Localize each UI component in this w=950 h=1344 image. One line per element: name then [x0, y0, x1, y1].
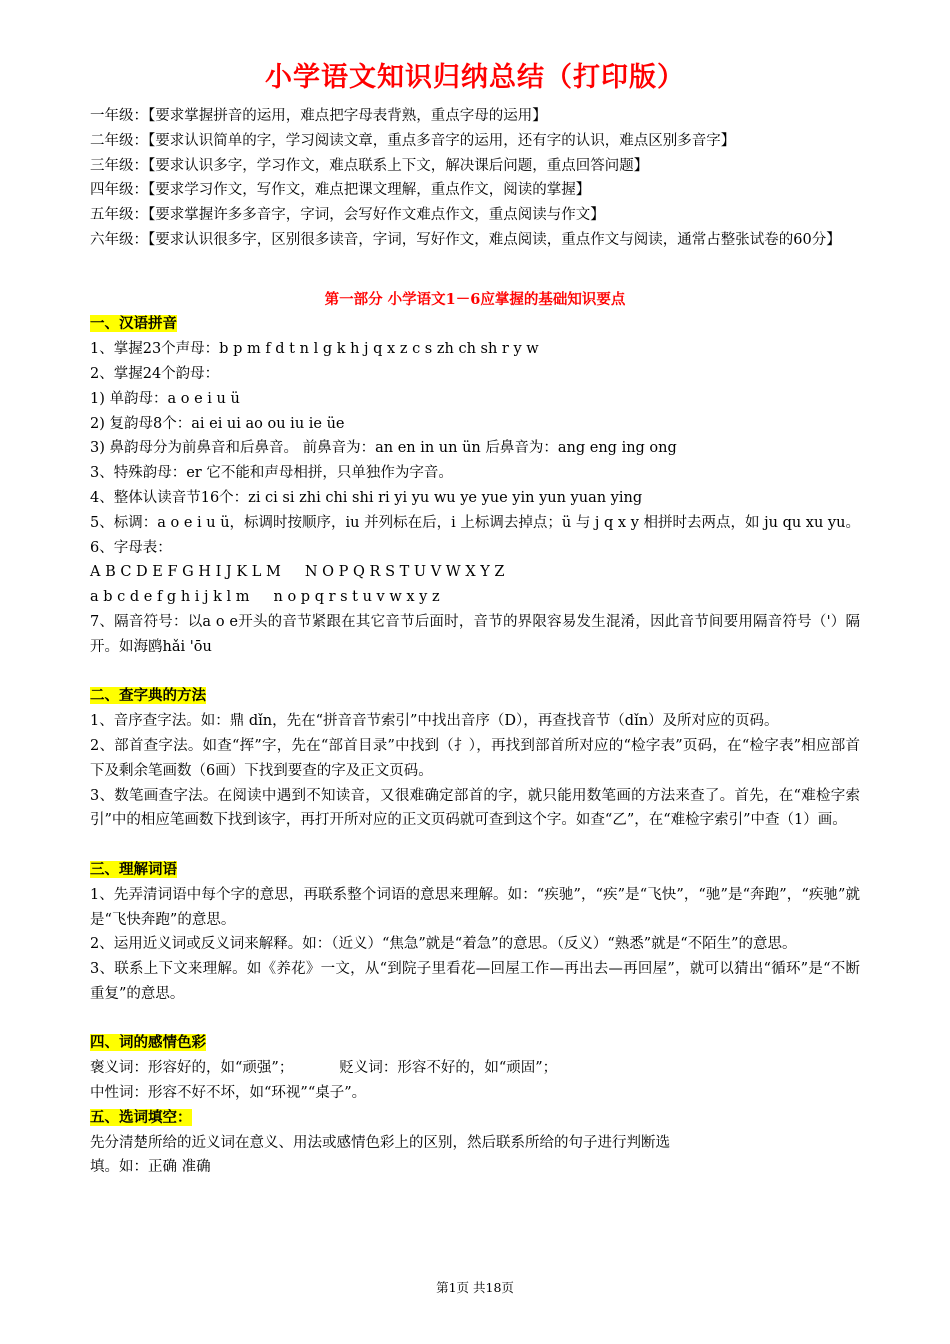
- section-line: 1、音序查字法。如：鼎 dǐn，先在“拼音音节索引”中找出音序（D），再查找音节（dǐn）及所对应的页码。: [90, 713, 779, 730]
- section-line: 2、掌握24个韵母：: [90, 365, 220, 382]
- section-line: 2、运用近义词或反义词来解释。如：（近义）“焦急”就是“着急”的意思。（反义）“熟悉”就是“不陌生”的意思。: [90, 936, 797, 953]
- section-line: 填。如：正确 准确: [90, 1159, 211, 1176]
- section-line: 1) 单韵母：a o e i u ü: [90, 390, 240, 407]
- section-fill-in-words: [90, 1106, 860, 1180]
- section-line: 3、特殊韵母：er 它不能和声母相拼，只单独作为字音。: [90, 465, 453, 482]
- commendatory-line: 褒义词：形容好的，如“顽强”；: [90, 1060, 294, 1077]
- section-understanding-words: [90, 858, 860, 1007]
- section-line: 7、隔音符号：以a o e开头的音节紧跟在其它音节后面时，音节的界限容易发生混淆，因此音节间要用隔音符号（'）隔开。如海鸥hǎi 'ōu: [90, 613, 860, 655]
- alphabet-lowercase: [90, 585, 860, 610]
- grade-line: 三年级：【要求认识多字，学习作文，难点联系上下文，解决课后问题，重点回答问题】: [90, 157, 649, 174]
- section-line: 3、数笔画查字法。在阅读中遇到不知读音，又很难确定部首的字，就只能用数笔画的方法来查了。首先，在“难检字索引”中的相应笔画数下找到该字，再打开所对应的正文页码就可查到这个字。如查“乙”，在“难检字索引”中查（1）画。: [90, 787, 860, 829]
- section-line: 5、标调：a o e i u ü，标调时按顺序，iu 并列标在后，i 上标调去掉点；ü 与 j q x y 相拼时去两点，如 ju qu xu yu。: [90, 514, 860, 531]
- grade-line: 二年级：【要求认识简单的字，学习阅读文章，重点多音字的运用，还有字的认识，难点区别多音字】: [90, 132, 736, 149]
- section-heading: 四、词的感情色彩: [90, 1034, 206, 1052]
- section-line: 2) 复韵母8个：ai ei ui ao ou iu ie üe: [90, 415, 345, 432]
- grade-requirements: [90, 104, 860, 253]
- derogatory-line: 贬义词：形容不好的，如“顽固”；: [339, 1060, 558, 1077]
- section-line: 先分清楚所给的近义词在意义、用法或感情色彩上的区别，然后联系所给的句子进行判断选: [90, 1134, 670, 1151]
- grade-line: 六年级：【要求认识很多字，区别很多读音，字词，写好作文，难点阅读，重点作文与阅读，通常占整张试卷的60分】: [90, 231, 841, 248]
- grade-line: 五年级：【要求掌握许多多音字，字词，会写好作文难点作文，重点阅读与作文】: [90, 207, 605, 224]
- section-line: 6、字母表：: [90, 539, 172, 556]
- page-footer: 第1页 共18页: [436, 1280, 514, 1295]
- section-heading: 一、汉语拼音: [90, 315, 177, 333]
- section-pinyin: [90, 312, 860, 659]
- section-dictionary: [90, 684, 860, 833]
- part-heading: 第一部分 小学语文1－6应掌握的基础知识要点: [324, 290, 626, 308]
- section-line: 3、联系上下文来理解。如《养花》一文，从“到院子里看花—回屋工作—再出去—再回屋”，就可以猜出“循环”是“不断重复”的意思。: [90, 961, 860, 1002]
- alphabet-lower-first-half: a b c d e f g h i j k l m: [90, 589, 250, 606]
- sentiment-row: [90, 1056, 860, 1081]
- alphabet-uppercase: [90, 560, 860, 585]
- section-line: 2、部首查字法。如查“挥”字，先在“部首目录”中找到（扌），再找到部首所对应的“检字表”页码，在“检字表”相应部首下及剩余笔画数（6画）下找到要查的字及正文页码。: [90, 737, 860, 779]
- section-line: 3) 鼻韵母分为前鼻音和后鼻音。 前鼻音为：an en in un ün 后鼻音为：ang eng ing ong: [90, 440, 677, 457]
- document-title: 小学语文知识归纳总结（打印版）: [265, 62, 685, 93]
- section-line: 1、掌握23个声母：b p m f d t n l g k h j q x z c s zh ch sh r y w: [90, 341, 539, 358]
- section-heading: 五、选词填空：: [90, 1108, 192, 1126]
- section-line: 1、先弄清词语中每个字的意思，再联系整个词语的意思来理解。如：“疾驰”，“疾”是“飞快”，“驰”是“奔跑”，“疾驰”就是“飞快奔跑”的意思。: [90, 886, 860, 928]
- section-heading: 二、查字典的方法: [90, 687, 206, 705]
- section-word-sentiment: [90, 1031, 860, 1105]
- section-heading: 三、理解词语: [90, 860, 177, 878]
- grade-line: 一年级：【要求掌握拼音的运用，难点把字母表背熟，重点字母的运用】: [90, 108, 547, 124]
- alphabet-lower-second-half: n o p q r s t u v w x y z: [273, 589, 440, 606]
- grade-line: 四年级：【要求学习作文，写作文，难点把课文理解，重点作文，阅读的掌握】: [90, 182, 591, 199]
- alphabet-upper-first-half: A B C D E F G H I J K L M: [90, 564, 281, 581]
- neutral-line: 中性词：形容不好不坏，如“环视”“桌子”。: [90, 1085, 367, 1102]
- section-line: 4、整体认读音节16个：zi ci si zhi chi shi ri yi yu wu ye yue yin yun yuan ying: [90, 489, 643, 506]
- alphabet-upper-second-half: N O P Q R S T U V W X Y Z: [304, 564, 505, 581]
